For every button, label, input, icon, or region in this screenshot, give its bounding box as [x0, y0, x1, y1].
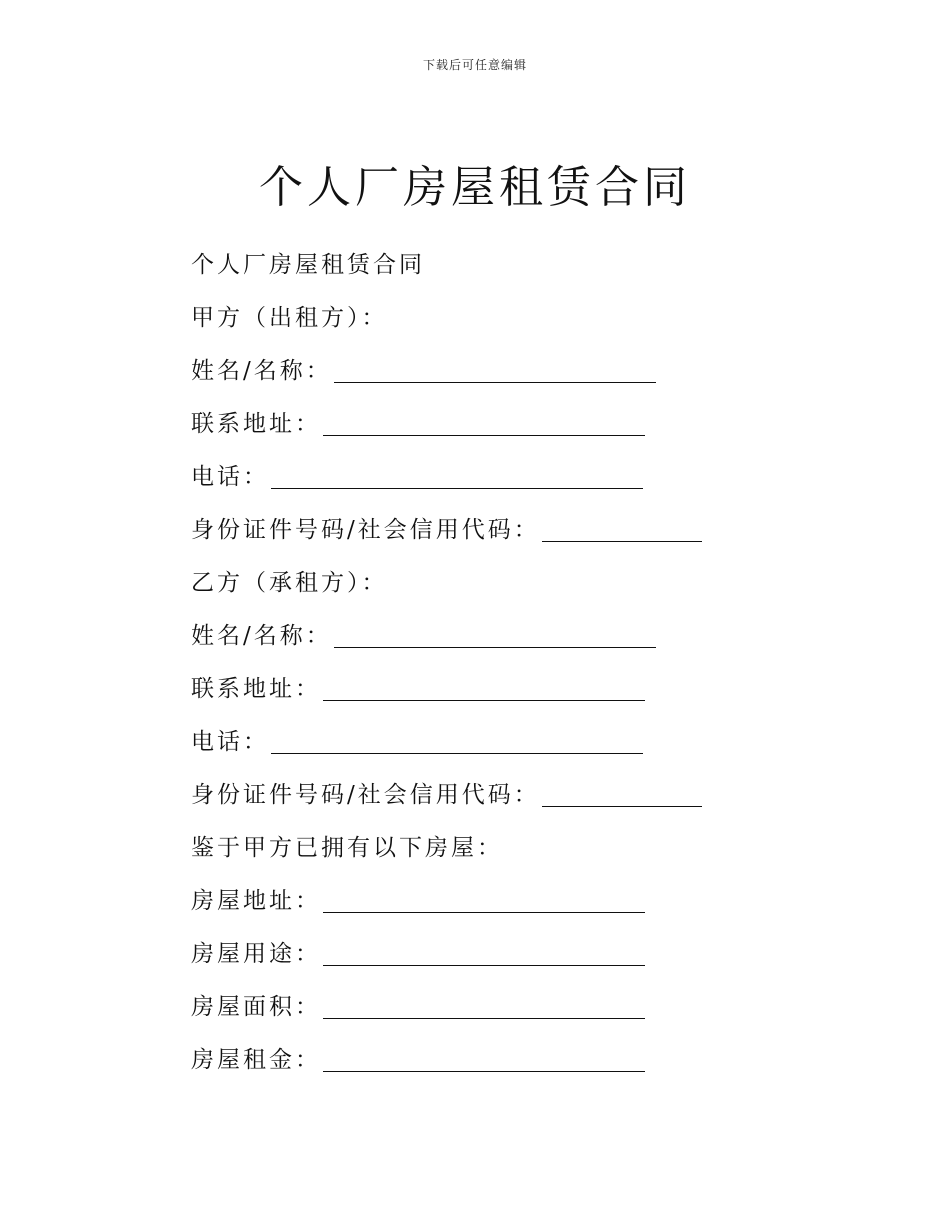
property-rent-label: 房屋租金：	[191, 1047, 321, 1073]
contract-body	[191, 236, 791, 1084]
property-use-blank[interactable]	[323, 941, 645, 966]
party-a-phone-label: 电话：	[191, 464, 269, 490]
party-a-id-label: 身份证件号码/社会信用代码：	[191, 517, 540, 543]
property-heading	[191, 819, 791, 872]
party-a-address-blank[interactable]	[323, 411, 645, 436]
property-address-row	[191, 872, 791, 925]
property-heading-text: 鉴于甲方已拥有以下房屋：	[191, 835, 503, 861]
party-b-heading	[191, 554, 791, 607]
party-a-id-blank[interactable]	[542, 517, 702, 542]
property-rent-row	[191, 1031, 791, 1084]
party-a-name-label: 姓名/名称：	[191, 358, 332, 384]
party-b-phone-label: 电话：	[191, 729, 269, 755]
party-b-phone-row	[191, 713, 791, 766]
subtitle-text: 个人厂房屋租赁合同	[191, 252, 425, 278]
party-b-address-label: 联系地址：	[191, 676, 321, 702]
party-a-phone-blank[interactable]	[271, 464, 643, 489]
property-address-label: 房屋地址：	[191, 888, 321, 914]
document-title: 个人厂房屋租赁合同	[259, 162, 691, 213]
property-use-row	[191, 925, 791, 978]
party-b-name-blank[interactable]	[334, 623, 656, 648]
party-a-id-row	[191, 501, 791, 554]
property-area-label: 房屋面积：	[191, 994, 321, 1020]
party-a-name-blank[interactable]	[334, 358, 656, 383]
property-area-blank[interactable]	[323, 994, 645, 1019]
party-b-address-row	[191, 660, 791, 713]
property-rent-blank[interactable]	[323, 1047, 645, 1072]
party-b-address-blank[interactable]	[323, 676, 645, 701]
property-area-row	[191, 978, 791, 1031]
party-b-id-blank[interactable]	[542, 782, 702, 807]
party-b-phone-blank[interactable]	[271, 729, 643, 754]
party-a-heading-text: 甲方（出租方）：	[191, 305, 388, 331]
party-a-phone-row	[191, 448, 791, 501]
property-use-label: 房屋用途：	[191, 941, 321, 967]
party-a-address-label: 联系地址：	[191, 411, 321, 437]
party-a-heading	[191, 289, 791, 342]
header-note: 下载后可任意编辑	[422, 58, 527, 72]
party-a-address-row	[191, 395, 791, 448]
party-b-name-row	[191, 607, 791, 660]
party-b-name-label: 姓名/名称：	[191, 623, 332, 649]
party-a-name-row	[191, 342, 791, 395]
subtitle-line	[191, 236, 791, 289]
property-address-blank[interactable]	[323, 888, 645, 913]
party-b-id-label: 身份证件号码/社会信用代码：	[191, 782, 540, 808]
party-b-heading-text: 乙方（承租方）：	[191, 570, 388, 596]
party-b-id-row	[191, 766, 791, 819]
